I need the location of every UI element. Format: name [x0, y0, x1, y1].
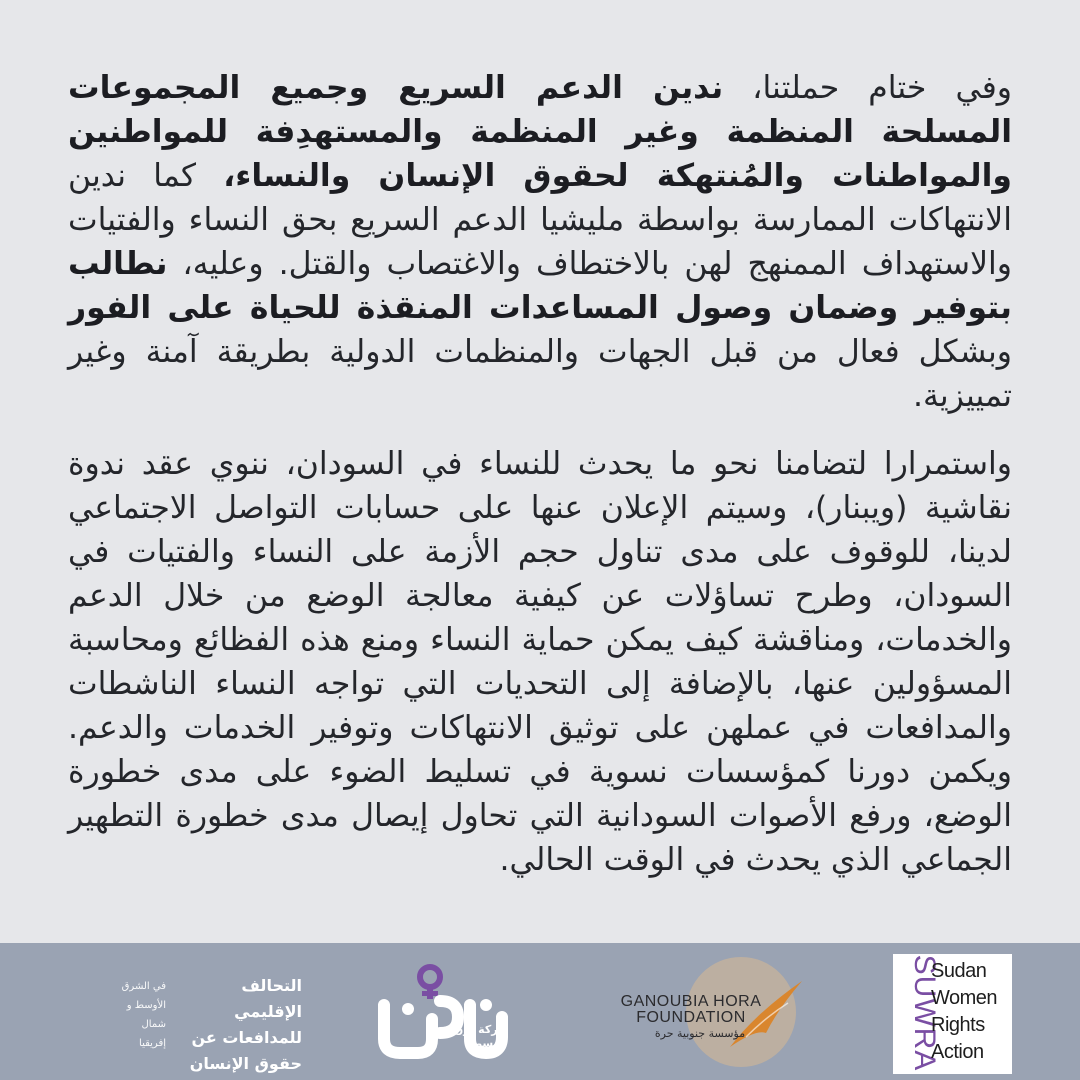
text-segment: كما ندين الانتهاكات الممارسة بواسطة مليشيا الدعم السريع بحق النساء والفتيات والاستهداف الممنهج لهن بالاختطاف والاغتصاب والقتل. وعليه، — [68, 158, 1012, 282]
suwra-name-line: Action — [931, 1041, 984, 1063]
noon-movement-logo — [378, 961, 508, 1065]
bold-condemnation: ندين الدعم السريع وجميع المجموعات المسلحة المنظمة وغير المنظمة والمستهدِفة للمواطنين والمواطنات والمُنتهكة لحقوق الإنسان والنساء، — [68, 70, 1012, 194]
paragraph-campaign-conclusion — [68, 66, 1012, 418]
suwra-logo — [893, 954, 1012, 1074]
coalition-line: التحالف الإقليمي — [234, 976, 302, 1021]
coalition-region-line: إفريقيا — [139, 1038, 166, 1049]
ganoubia-hora-logo — [586, 957, 836, 1069]
coalition-name — [174, 973, 302, 1077]
partner-logos-bar — [0, 943, 1080, 1080]
noon-caption — [434, 1023, 506, 1051]
ganoubia-name-line-2: FOUNDATION — [636, 1009, 746, 1026]
coalition-region-line: الأوسط و — [126, 1000, 166, 1011]
coalition-region-line: في الشرق — [121, 981, 166, 992]
suwra-name-line: Women — [931, 987, 998, 1009]
paragraph-webinar-announcement: واستمرارا لتضامنا نحو ما يحدث للنساء في السودان، ننوي عقد ندوة نقاشية (ويبنار)، وسيتم الإعلان عنها على حسابات التواصل الاجتماعي لدينا، للوقوف على مدى تناول حجم الأزمة على النساء والفتيات في السودان، وطرح تساؤلات عن كيفية معالجة الوضع من خلال الدعم والخدمات، ومناقشة كيف يمكن حماية النساء ومنع هذه الفظائع ومحاسبة المسؤولين عنها، بالإضافة إلى التحديات التي تواجه النساء الناشطات والمدافعات في عملهن على توثيق الانتهاكات وتوفير الخدمات والدعم. ويكمن دورنا كمؤسسات نسوية في تسليط الضوء على مدى خطورة الوضع، ورفع الأصوات السودانية التي تحاول إيصال مدى خطورة التطهير الجماعي الذي يحدث في الوقت الحالي. — [68, 446, 1012, 878]
suwra-name-line: Sudan — [931, 960, 987, 982]
coalition-line: حقوق الإنسان — [189, 1054, 302, 1073]
coalition-line: للمدافعات عن — [191, 1028, 302, 1047]
text-segment: وبشكل فعال من قبل الجهات والمنظمات الدولية بطريقة آمنة وغير تمييزية. — [68, 334, 1012, 414]
noon-caption-line: النسوية — [464, 1037, 506, 1050]
bold-demand: نطالب بتوفير وضمان وصول المساعدات المنقذة للحياة على الفور — [68, 246, 1012, 326]
ganoubia-name-line-1: GANOUBIA HORA — [620, 993, 762, 1010]
suwra-vertical-text: SUWRA — [908, 954, 941, 1072]
coalition-logo — [66, 973, 302, 1073]
statement-body — [68, 66, 1012, 926]
ganoubia-arabic-name: مؤسسة جنوبية حرة — [654, 1027, 746, 1040]
suwra-name-line: Rights — [931, 1014, 985, 1036]
coalition-region — [66, 977, 166, 1053]
noon-caption-line: حركة نون — [453, 1023, 506, 1036]
suwra-full-name — [931, 958, 1011, 1066]
text-segment: وفي ختام حملتنا، — [723, 70, 1012, 106]
coalition-region-line: شمال — [141, 1019, 166, 1030]
